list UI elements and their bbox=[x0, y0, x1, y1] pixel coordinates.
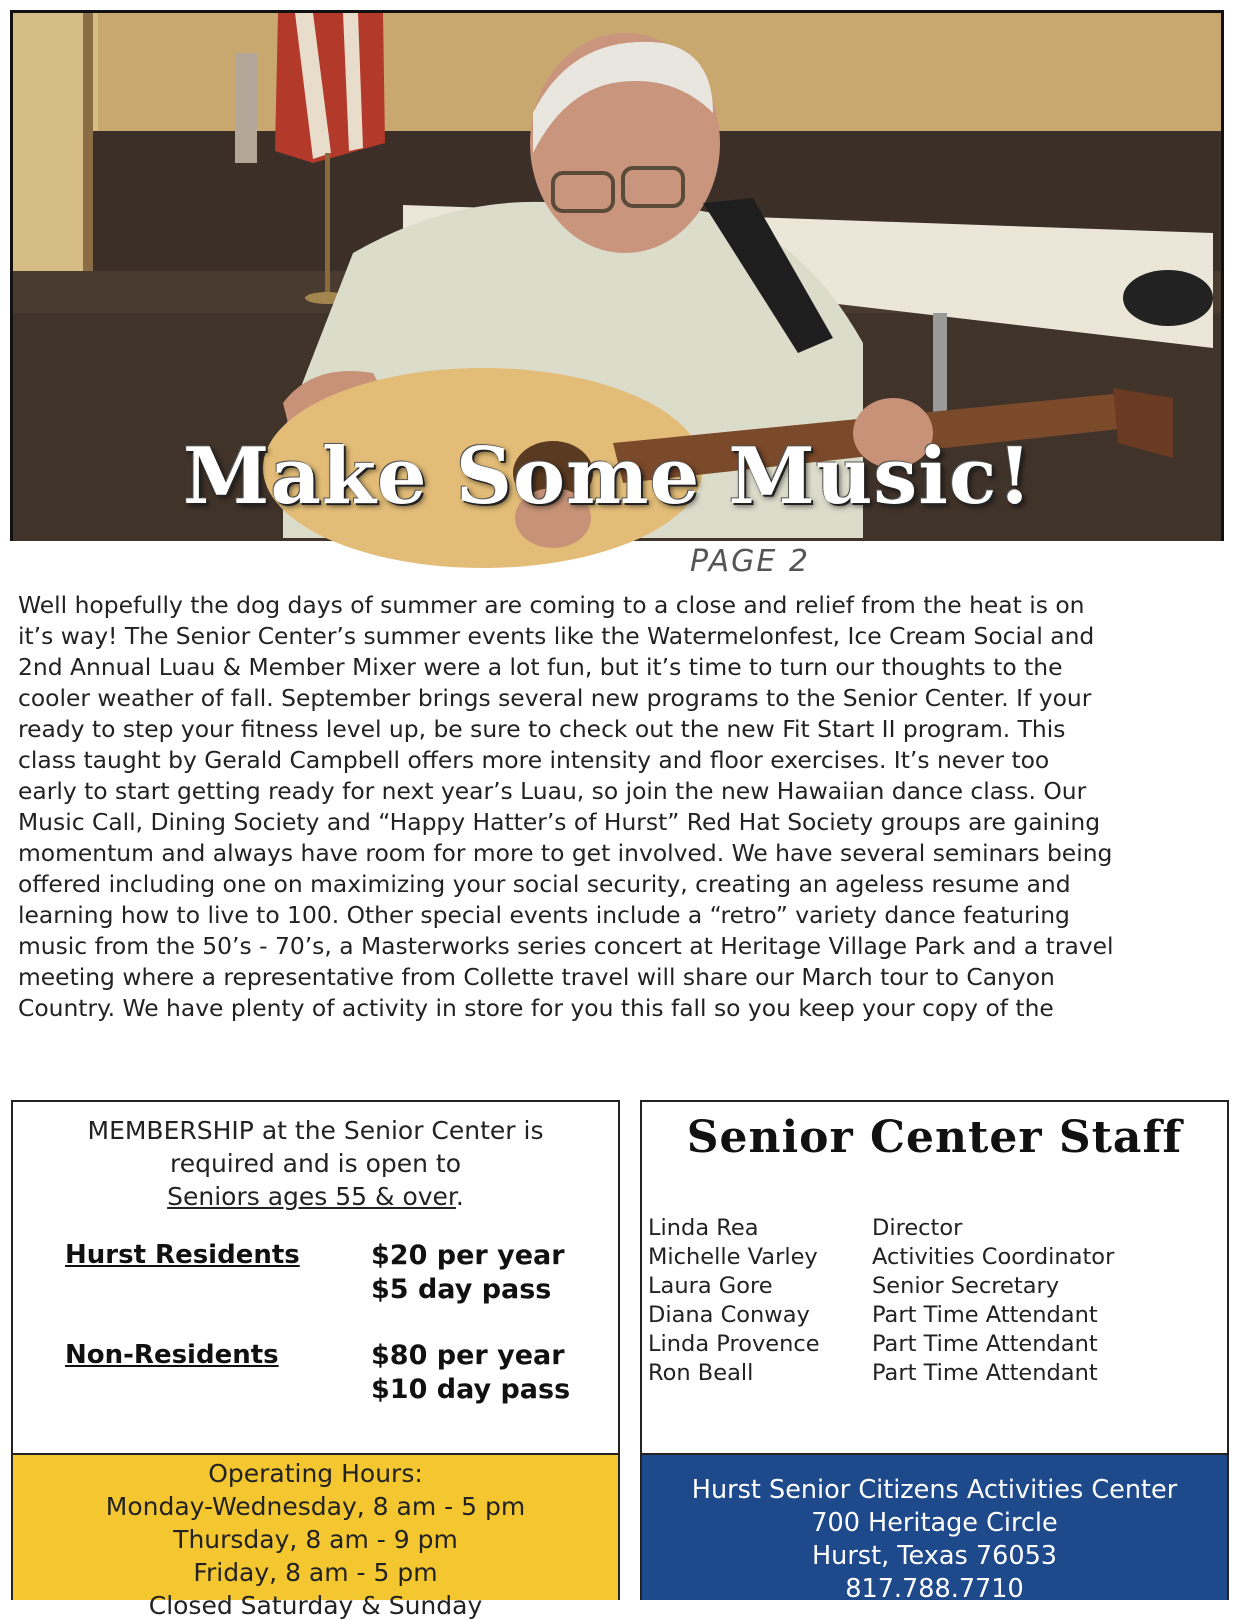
hurst-residents-label: Hurst Residents bbox=[65, 1240, 300, 1270]
intro-line: ready to step your fitness level up, be sure to check out the new Fit Start II program. This bbox=[18, 715, 1066, 743]
non-residents-year-fee: $80 per year bbox=[371, 1340, 565, 1371]
hours-closed: Closed Saturday & Sunday bbox=[148, 1591, 483, 1620]
membership-box bbox=[11, 1100, 620, 1455]
staff-name: Ron Beall bbox=[648, 1360, 754, 1386]
page-number-note: PAGE 2 bbox=[690, 544, 810, 579]
non-residents-label: Non-Residents bbox=[65, 1340, 279, 1370]
membership-age-requirement: Seniors ages 55 & over bbox=[167, 1182, 456, 1211]
hero-photo bbox=[10, 10, 1224, 541]
staff-name: Diana Conway bbox=[648, 1302, 810, 1328]
intro-line: Music Call, Dining Society and “Happy Hatter’s of Hurst” Red Hat Society groups are gaining bbox=[18, 808, 1101, 836]
center-street: 700 Heritage Circle bbox=[811, 1508, 1058, 1538]
intro-line: music from the 50’s - 70’s, a Masterworks series concert at Heritage Village Park and a travel bbox=[18, 932, 1114, 960]
hours-heading: Operating Hours: bbox=[208, 1459, 423, 1488]
staff-role: Activities Coordinator bbox=[872, 1244, 1115, 1270]
intro-line: early to start getting ready for next year’s Luau, so join the new Hawaiian dance class. Our bbox=[18, 777, 1087, 805]
intro-line: 2nd Annual Luau & Member Mixer were a lot fun, but it’s time to turn our thoughts to the bbox=[18, 653, 1063, 681]
intro-line: meeting where a representative from Collette travel will share our March tour to Canyon bbox=[18, 963, 1055, 991]
center-city: Hurst, Texas 76053 bbox=[811, 1541, 1058, 1571]
non-residents-day-pass: $10 day pass bbox=[371, 1374, 571, 1405]
hours-mon-wed: Monday-Wednesday, 8 am - 5 pm bbox=[105, 1492, 526, 1521]
intro-line: offered including one on maximizing your social security, creating an ageless resume and bbox=[18, 870, 1071, 898]
hero-title: Make Some Music! bbox=[183, 431, 1033, 522]
staff-name: Michelle Varley bbox=[648, 1244, 818, 1270]
intro-line: Country. We have plenty of activity in store for you this fall so you keep your copy of the bbox=[18, 994, 1054, 1022]
operating-hours-box bbox=[11, 1453, 620, 1620]
membership-line-3-suffix: . bbox=[455, 1182, 464, 1211]
staff-role: Part Time Attendant bbox=[872, 1331, 1098, 1357]
staff-title: Senior Center Staff bbox=[686, 1112, 1183, 1163]
intro-paragraph bbox=[18, 590, 1224, 1024]
membership-line-3 bbox=[13, 1182, 618, 1211]
intro-line: Well hopefully the dog days of summer are coming to a close and relief from the heat is on bbox=[18, 591, 1085, 619]
membership-line-1: MEMBERSHIP at the Senior Center is bbox=[87, 1116, 544, 1145]
center-name: Hurst Senior Citizens Activities Center bbox=[691, 1475, 1178, 1505]
staff-name: Linda Rea bbox=[648, 1215, 759, 1241]
staff-role: Part Time Attendant bbox=[872, 1302, 1098, 1328]
staff-role: Part Time Attendant bbox=[872, 1360, 1098, 1386]
intro-line: it’s way! The Senior Center’s summer events like the Watermelonfest, Ice Cream Social and bbox=[18, 622, 1095, 650]
hurst-residents-year-fee: $20 per year bbox=[371, 1240, 565, 1271]
intro-line: class taught by Gerald Campbell offers more intensity and floor exercises. It’s never too bbox=[18, 746, 1050, 774]
staff-role: Senior Secretary bbox=[872, 1273, 1060, 1299]
staff-name: Laura Gore bbox=[648, 1273, 773, 1299]
intro-line: learning how to live to 100. Other special events include a “retro” variety dance featuring bbox=[18, 901, 1070, 929]
intro-line: momentum and always have room for more to get involved. We have several seminars being bbox=[18, 839, 1113, 867]
hurst-residents-day-pass: $5 day pass bbox=[371, 1274, 552, 1305]
hours-friday: Friday, 8 am - 5 pm bbox=[193, 1558, 438, 1587]
membership-line-2: required and is open to bbox=[169, 1149, 462, 1178]
intro-line: cooler weather of fall. September brings several new programs to the Senior Center. If your bbox=[18, 684, 1092, 712]
staff-box bbox=[640, 1100, 1229, 1455]
center-phone: 817.788.7710 bbox=[845, 1574, 1024, 1604]
address-box bbox=[640, 1453, 1229, 1604]
staff-role: Director bbox=[872, 1215, 963, 1241]
hours-thursday: Thursday, 8 am - 9 pm bbox=[173, 1525, 458, 1554]
staff-name: Linda Provence bbox=[648, 1331, 820, 1357]
